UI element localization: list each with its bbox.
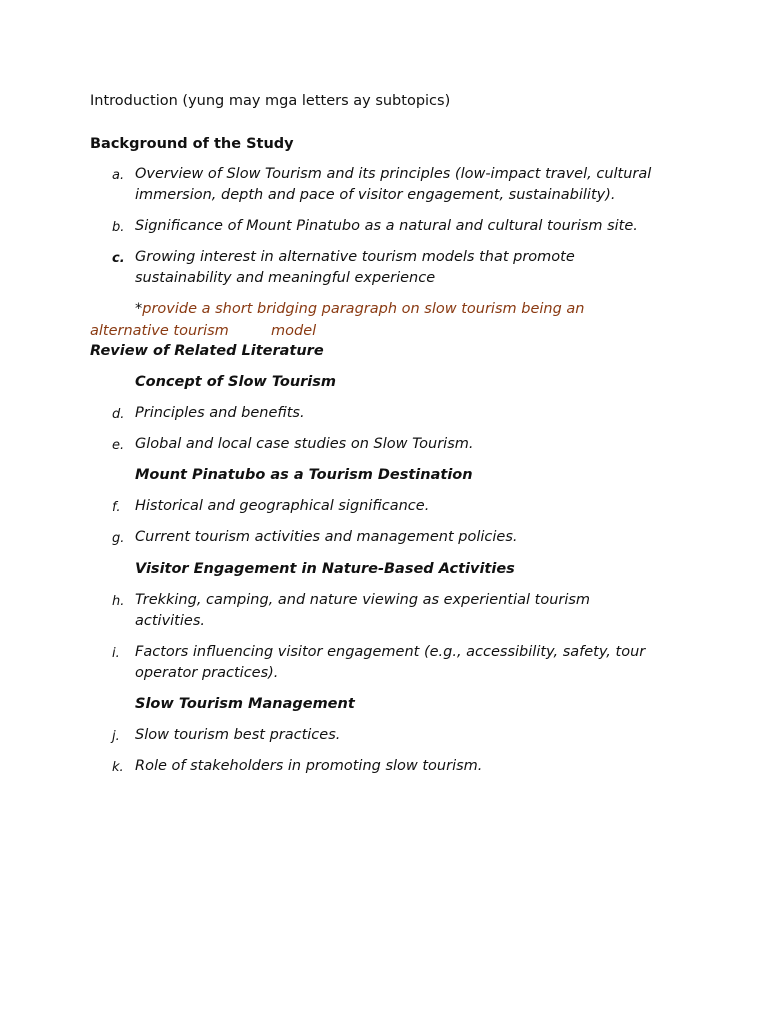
background-item-b: Significance of Mount Pinatubo as a natural and cultural tourism site.: [135, 218, 638, 234]
item-marker-a: a.: [112, 168, 125, 183]
item-marker-k: k.: [112, 760, 124, 775]
section-item-f: Historical and geographical significance.: [135, 498, 430, 514]
section-title-management: Slow Tourism Management: [135, 696, 355, 712]
item-marker-b: b.: [112, 220, 125, 235]
item-marker-h: h.: [112, 594, 125, 609]
section-title-pinatubo: Mount Pinatubo as a Tourism Destination: [135, 467, 473, 483]
note-text-2b: model: [271, 323, 317, 339]
note-line-1: [135, 299, 584, 320]
background-heading: Background of the Study: [90, 136, 294, 152]
intro-line: Introduction (yung may mga letters ay subtopics): [90, 93, 451, 109]
item-marker-f: f.: [112, 500, 121, 515]
item-marker-i: i.: [112, 646, 120, 661]
section-item-g: Current tourism activities and management policies.: [135, 529, 518, 545]
note-asterisk: *: [135, 301, 143, 317]
item-marker-e: e.: [112, 438, 125, 453]
section-title-concept: Concept of Slow Tourism: [135, 374, 337, 390]
background-item-a: Overview of Slow Tourism and its principles (low-impact travel, cultural immersion, depth and pace of visitor engagement, sustainability).: [135, 166, 652, 203]
item-marker-g: g.: [112, 531, 125, 546]
section-item-d: Principles and benefits.: [135, 405, 305, 421]
item-marker-c: c.: [112, 251, 125, 266]
note-text-2a: alternative tourism: [90, 323, 229, 339]
section-item-k: Role of stakeholders in promoting slow tourism.: [135, 758, 483, 774]
background-item-c: Growing interest in alternative tourism models that promote sustainability and meaningful experience: [135, 249, 575, 286]
section-item-h: Trekking, camping, and nature viewing as experiential tourism activities.: [135, 592, 591, 629]
item-marker-j: j.: [112, 729, 120, 744]
item-marker-d: d.: [112, 407, 125, 422]
section-item-j: Slow tourism best practices.: [135, 727, 341, 743]
rrl-heading: Review of Related Literature: [90, 343, 324, 359]
section-item-i: Factors influencing visitor engagement (e.g., accessibility, safety, tour operator practices).: [135, 644, 646, 681]
note-text-1: provide a short bridging paragraph on slow tourism being an: [142, 301, 585, 317]
section-title-engagement: Visitor Engagement in Nature-Based Activities: [135, 561, 515, 577]
section-item-e: Global and local case studies on Slow Tourism.: [135, 436, 474, 452]
